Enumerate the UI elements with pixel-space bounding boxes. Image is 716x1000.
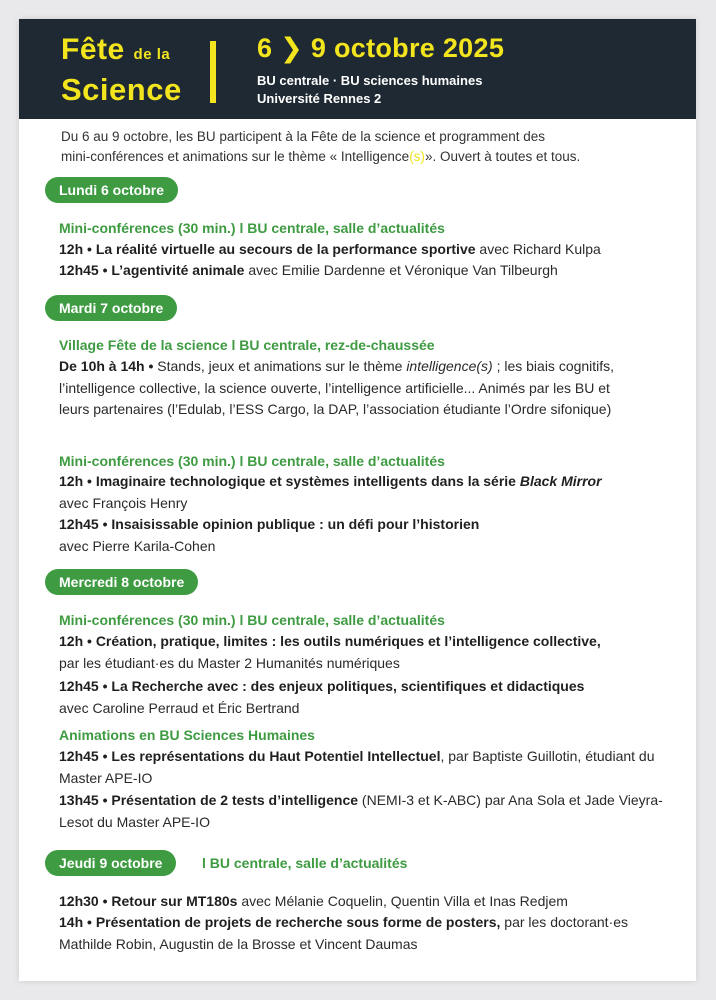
section-title: Village Fête de la science l BU centrale, rez-de-chaussée (59, 337, 435, 353)
venue-line-2: Université Rennes 2 (257, 91, 382, 106)
program-item: 12h45 • L’agentivité animale avec Emilie Dardenne et Véronique Van Tilbeurgh (59, 262, 558, 278)
section-title: Mini-conférences (30 min.) l BU centrale, salle d’actualités (59, 612, 445, 628)
logo-word-fete: Fête (61, 33, 125, 66)
program-item: De 10h à 14h • Stands, jeux et animations sur le thème intelligence(s) ; les biais cognitifs, l’intelligence collective, la science ouverte, l’intelligence artificielle... Animés par les BU et leurs partenaires (l’Edulab, l’ESS Cargo, la DAP, l’association étudiante l’Ordre sifonique) (59, 358, 615, 417)
program-item: 13h45 • Présentation de 2 tests d’intelligence (NEMI-3 et K-ABC) par Ana Sola et Jade Vieyra-Lesot du Master APE-IO (59, 792, 663, 830)
day-pill-mercredi: Mercredi 8 octobre (45, 569, 198, 595)
program-item: 12h45 • Les représentations du Haut Potentiel Intellectuel, par Baptiste Guillotin, étudiant du Master APE-IO (59, 748, 655, 786)
event-venue (257, 72, 482, 108)
jeudi-location: l BU centrale, salle d’actualités (202, 855, 408, 871)
event-dates: 6 ❯ 9 octobre 2025 (257, 33, 505, 63)
poster (19, 19, 696, 981)
intro-line-1: Du 6 au 9 octobre, les BU participent à la Fête de la science et programment des (61, 129, 546, 144)
intro-line-2: mini-conférences et animations sur le thème « Intelligence(s)». Ouvert à toutes et tous. (61, 149, 581, 164)
program-item: 12h30 • Retour sur MT180s avec Mélanie Coquelin, Quentin Villa et Inas Redjem (59, 893, 568, 909)
program-item: 12h45 • La Recherche avec : des enjeux politiques, scientifiques et didactiques avec Caroline Perraud et Éric Bertrand (59, 678, 585, 716)
section-title: Animations en BU Sciences Humaines (59, 727, 315, 743)
poster-header (19, 19, 696, 119)
logo-word-de-la: de la (133, 46, 171, 63)
section-title: Mini-conférences (30 min.) l BU centrale, salle d’actualités (59, 453, 445, 469)
section-title: Mini-conférences (30 min.) l BU centrale, salle d’actualités (59, 220, 445, 236)
venue-line-1: BU centrale · BU sciences humaines (257, 73, 483, 88)
intro-highlight: (s) (409, 149, 425, 164)
day-pill-mardi: Mardi 7 octobre (45, 295, 177, 321)
day-pill-lundi: Lundi 6 octobre (45, 177, 178, 203)
program-item: 14h • Présentation de projets de recherche sous forme de posters, par les doctorant·es Mathilde Robin, Augustin de la Brosse et Vincent Daumas (59, 914, 629, 952)
program-item: 12h • La réalité virtuelle au secours de la performance sportive avec Richard Kulpa (59, 241, 601, 257)
logo-word-science: Science (61, 72, 182, 107)
program-item: 12h • Création, pratique, limites : les outils numériques et l’intelligence collective, par les étudiant·es du Master 2 Humanités numériques (59, 633, 601, 671)
day-pill-jeudi: Jeudi 9 octobre (45, 850, 176, 876)
intro-text (61, 127, 681, 167)
program-item: 12h • Imaginaire technologique et systèmes intelligents dans la série Black Mirror avec François Henry (59, 473, 602, 511)
fete-de-la-science-logo (61, 33, 182, 108)
program-item: 12h45 • Insaisissable opinion publique : un défi pour l’historien avec Pierre Karila-Cohen (59, 516, 480, 554)
header-divider (210, 41, 216, 103)
